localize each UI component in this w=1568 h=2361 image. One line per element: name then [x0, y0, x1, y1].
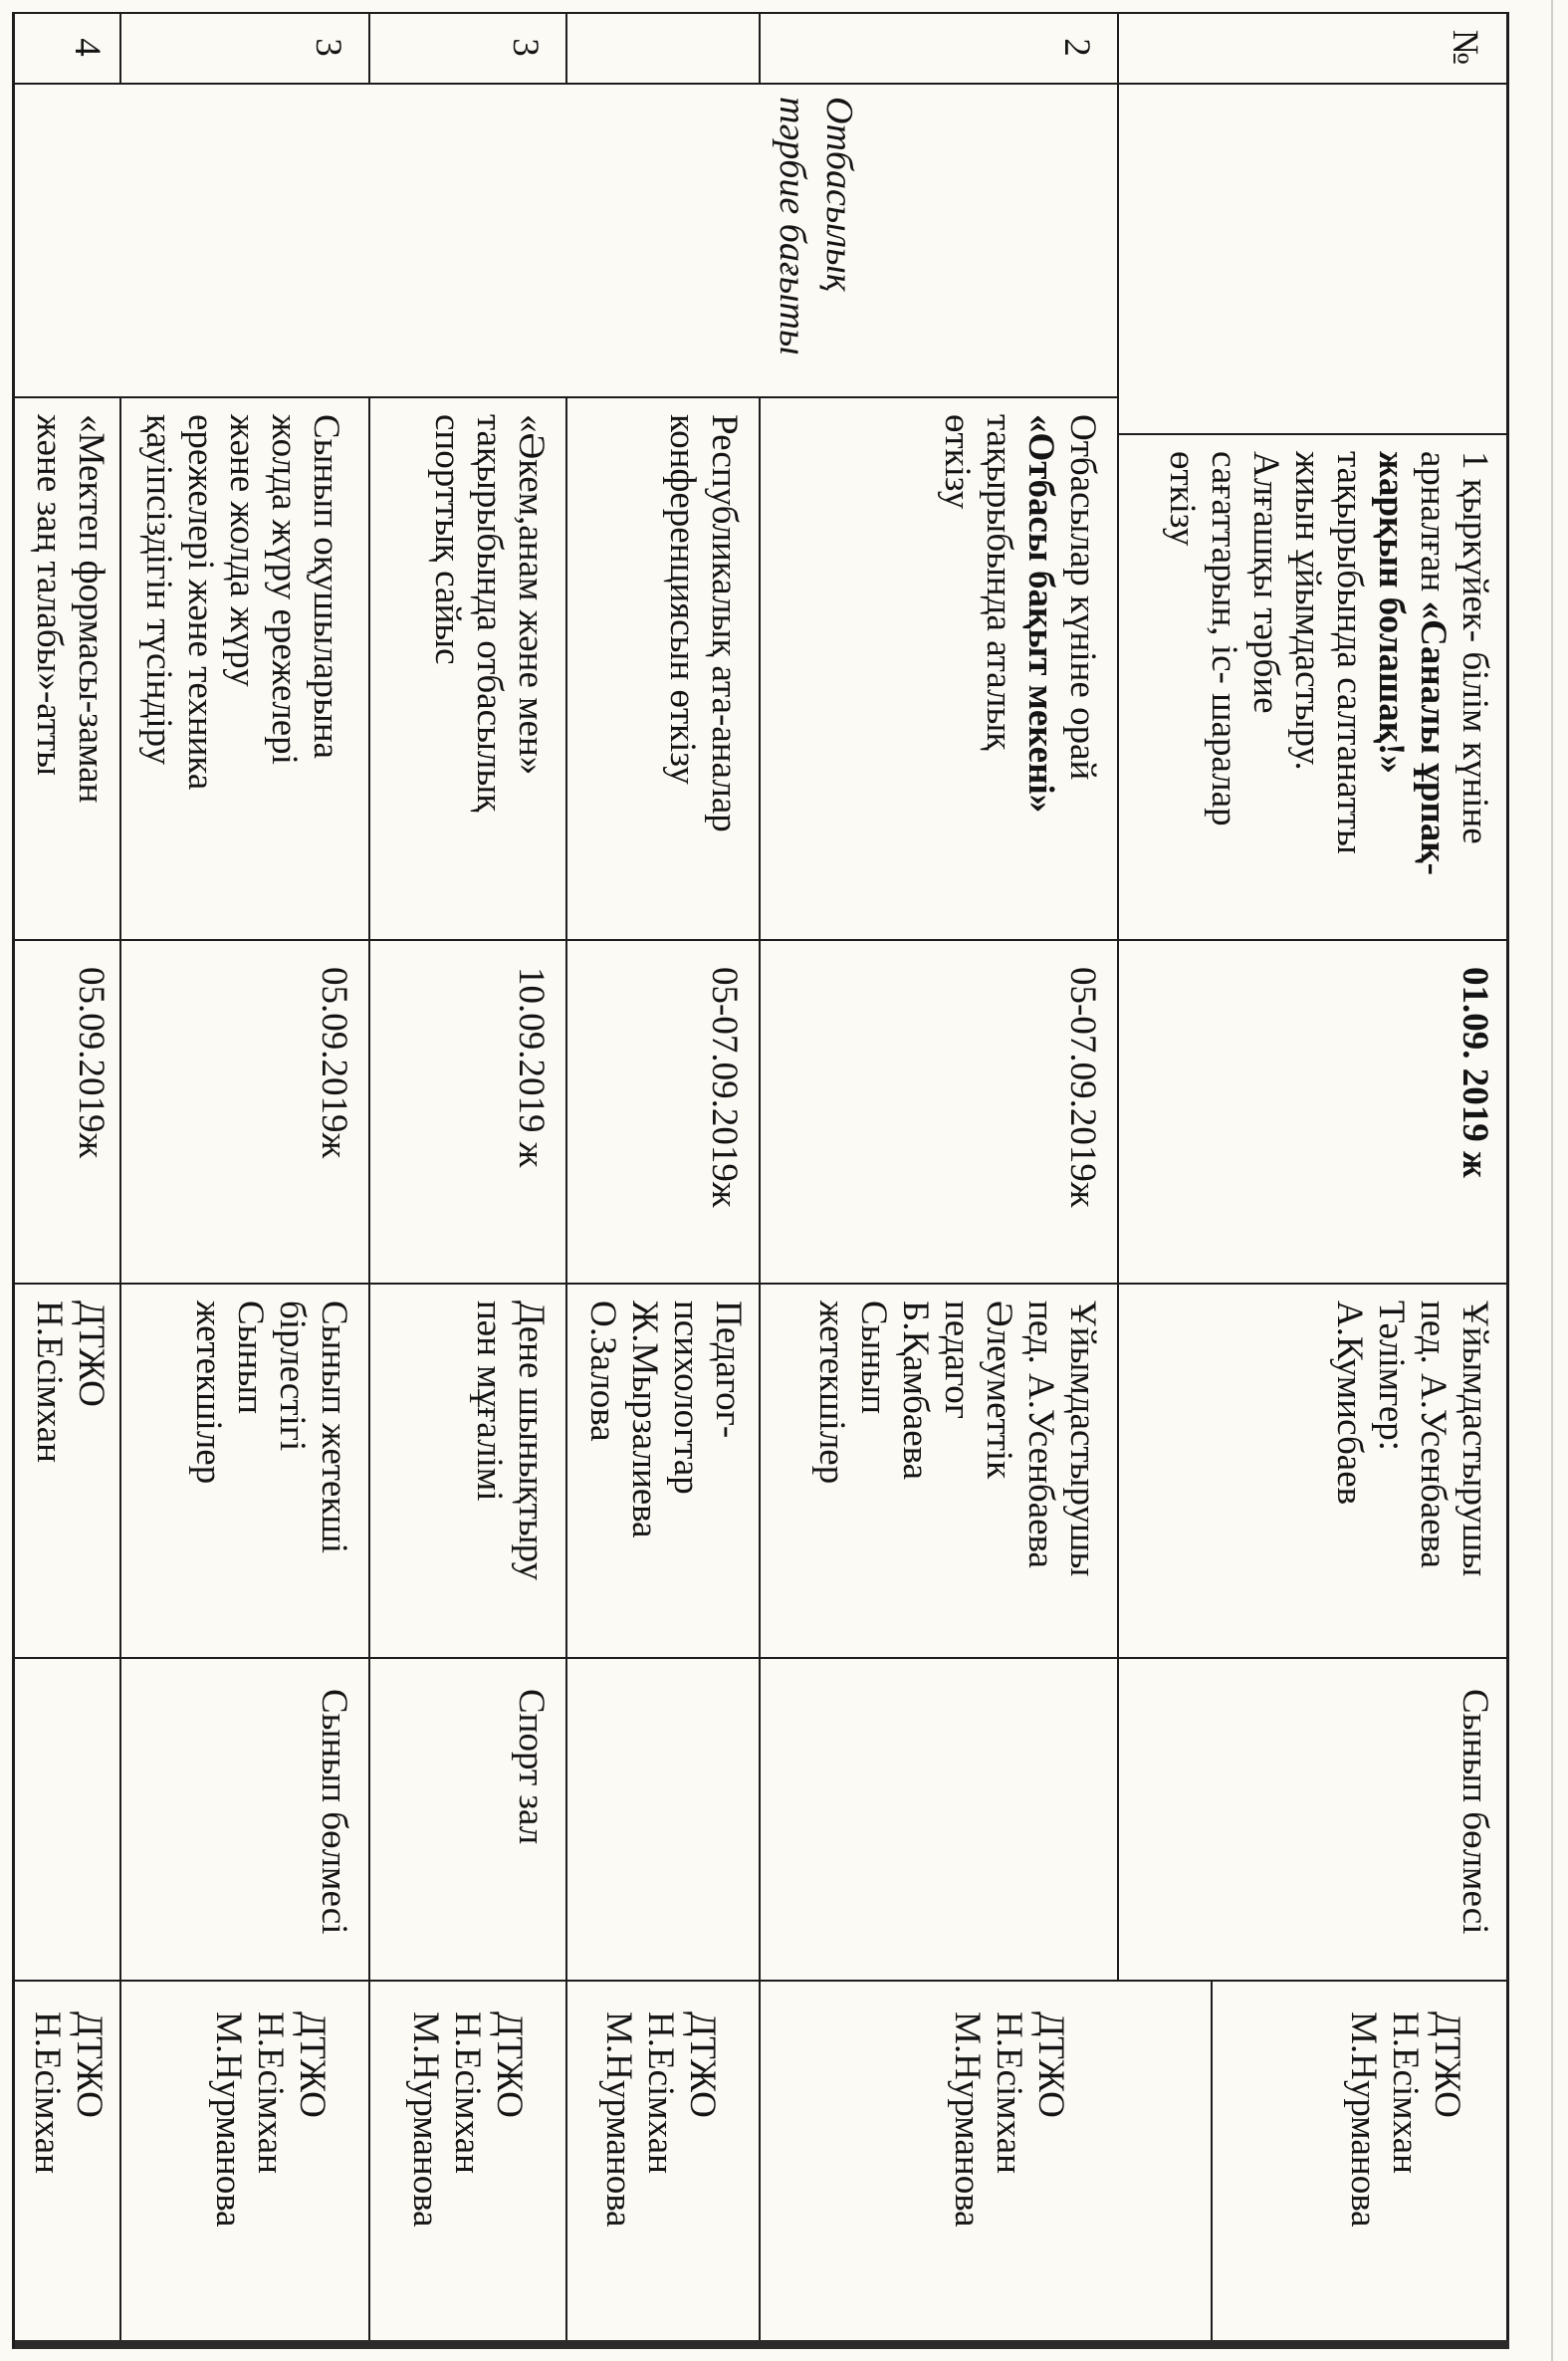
text-line: Спорт зал: [511, 1689, 552, 1845]
cell-r2-date: [759, 941, 1117, 1285]
text-line: Сынып: [853, 1300, 894, 1414]
text-line: өткізу: [937, 414, 978, 510]
text-line: жарқын болашақ!»: [1371, 451, 1412, 774]
text-line: жетекшілер: [188, 1300, 229, 1485]
table-border-top: [1506, 12, 1509, 2348]
text-line: ДТЖО: [292, 2011, 333, 2118]
cell-r4-location: [368, 1659, 565, 1982]
text-line: пед. А.Усенбаева: [1413, 1300, 1454, 1568]
cell-r6-date: [12, 941, 119, 1285]
text-line: Н.Есімхан: [989, 2011, 1029, 2174]
cell-r6-activity: [12, 398, 119, 941]
text-line: тақырыбында аталық: [979, 414, 1019, 751]
plan-table: [12, 12, 1509, 2348]
cell-r1-direction-empty: [1117, 85, 1509, 435]
text-line: Б.Қамбаева: [895, 1300, 936, 1481]
text-line: 05.09.2019ж: [314, 967, 354, 1159]
cell-r6-responsible: [12, 1285, 119, 1659]
cell-r5-location: [119, 1659, 368, 1982]
text-line: «Әкем,анам және мен»: [511, 414, 552, 776]
table-border-left: [12, 12, 1509, 14]
text-line: Педагог-: [708, 1300, 749, 1439]
cell-r6-final: [12, 1982, 119, 2348]
text-line: ДТЖО: [1030, 2011, 1071, 2118]
cell-r2-number: 2: [759, 12, 1117, 85]
text-line: ДТЖО: [69, 2011, 110, 2118]
text-line: тақырыбында салтанатты: [1329, 451, 1370, 854]
cell-r5-date: [119, 941, 368, 1285]
text-line: ДТЖО: [71, 1300, 112, 1407]
cell-r6-location: [12, 1659, 119, 1982]
cell-r3-activity: [565, 398, 759, 941]
text-line: жетекшілер: [811, 1300, 852, 1485]
text-line: ДТЖО: [1427, 2011, 1467, 2118]
text-line: ережелері және техника: [180, 414, 221, 791]
text-line: Сынып жетекші: [314, 1300, 354, 1554]
text-line: тәрбие бағыты: [772, 97, 813, 355]
paper-edge-line: [1551, 0, 1553, 2361]
text-line: 05.09.2019ж: [71, 967, 112, 1159]
text-line: Сынып: [230, 1300, 271, 1414]
text-line: «Мектеп формасы-заман: [71, 414, 112, 804]
text-line: өткізу: [1162, 451, 1203, 547]
table-border-bottom: [12, 12, 15, 2348]
cell-r6-number: 4: [12, 12, 119, 85]
text-line: және жолда жүру: [222, 414, 263, 687]
text-line: 01.09. 2019 ж: [1455, 967, 1495, 1178]
text-line: М.Нурманова: [598, 2011, 639, 2228]
cell-r1-number: №: [1117, 12, 1509, 85]
text-line: Ұйымдастырушы: [1455, 1300, 1495, 1577]
cell-r1-date: [1117, 941, 1509, 1285]
cell-r4-final: [368, 1982, 565, 2348]
text-line: арналған «Саналы ұрпақ-: [1413, 451, 1454, 875]
text-line: М.Нурманова: [947, 2011, 988, 2228]
cell-r2-location: [759, 1659, 1117, 1982]
cell-r5-activity: [119, 398, 368, 941]
cell-r1-activity: [1117, 435, 1509, 941]
text-line: педагог: [937, 1300, 978, 1419]
text-line: Сынып бөлмесі: [314, 1689, 354, 1935]
cell-r2-responsible: [759, 1285, 1117, 1659]
cell-r4-date: [368, 941, 565, 1285]
cell-r4-activity: [368, 398, 565, 941]
text-line: Отбасылар күніне орай: [1062, 414, 1103, 781]
text-line: 1 қыркүйек- білім күніне: [1455, 451, 1495, 844]
text-line: Н.Есімхан: [640, 2011, 681, 2174]
cell-r1-location: [1117, 1659, 1509, 1982]
text-line: Республикалық ата-аналар: [704, 414, 745, 832]
text-line: Тәлімгер:: [1371, 1300, 1412, 1452]
text-line: Н.Есімхан: [27, 2011, 68, 2174]
text-line: пед. А.Усенбаева: [1020, 1300, 1061, 1568]
cell-r5-number: 3: [119, 12, 368, 85]
text-line: М.Нурманова: [1343, 2011, 1384, 2228]
cell-r2-final: [759, 1982, 1211, 2348]
text-line: Отбасылық: [818, 97, 860, 292]
text-line: 05-07.09.2019ж: [704, 967, 745, 1208]
text-line: Н.Есімхан: [29, 1300, 70, 1463]
text-line: сағаттарын, іс- шаралар: [1204, 451, 1244, 826]
text-line: «Отбасы бақыт мекені»: [1020, 414, 1061, 814]
text-line: А.Кумисбаев: [1329, 1300, 1370, 1506]
cell-r1-final: [1211, 1982, 1509, 2348]
cell-r3-number: [565, 12, 759, 85]
table-border-right-thick: [12, 2340, 1509, 2349]
cell-r5-responsible: [119, 1285, 368, 1659]
text-line: Ж.Мырзалиева: [624, 1300, 665, 1538]
text-line: Әлеуметтік: [979, 1300, 1019, 1480]
text-line: Дене шынықтыру: [511, 1300, 552, 1581]
cell-r5-final: [119, 1982, 368, 2348]
cell-r4-responsible: [368, 1285, 565, 1659]
text-line: М.Нурманова: [405, 2011, 446, 2228]
text-line: жиын ұйымдастыру.: [1287, 451, 1328, 771]
text-line: жолда жүру ережелері: [264, 414, 305, 765]
text-line: бірлестігі: [272, 1300, 313, 1452]
text-line: Сынып оқушыларына: [306, 414, 346, 760]
text-line: ДТЖО: [489, 2011, 530, 2118]
text-line: Ұйымдастырушы: [1062, 1300, 1103, 1577]
text-line: О.Залова: [582, 1300, 623, 1442]
cell-r4-number: 3: [368, 12, 565, 85]
cell-direction-merged: [12, 85, 1117, 398]
cell-r3-location: [565, 1659, 759, 1982]
text-line: Н.Есімхан: [250, 2011, 291, 2174]
cell-r3-responsible: [565, 1285, 759, 1659]
text-line: Н.Есімхан: [1385, 2011, 1426, 2174]
text-line: қауіпсіздігін түсіндіру: [138, 414, 179, 766]
cell-r3-final: [565, 1982, 759, 2348]
text-line: Н.Есімхан: [447, 2011, 488, 2174]
text-line: 10.09.2019 ж: [511, 967, 552, 1168]
text-line: конференциясын өткізу: [662, 414, 703, 785]
text-line: 05-07.09.2019ж: [1062, 967, 1103, 1208]
text-line: спорттық сайыс: [427, 414, 468, 665]
text-line: ДТЖО: [682, 2011, 723, 2118]
text-line: және заң талабы»-атты: [29, 414, 70, 776]
cell-r3-date: [565, 941, 759, 1285]
text-line: психологтар: [666, 1300, 707, 1495]
text-line: Алғашқы тәрбие: [1245, 451, 1286, 714]
text-line: М.Нурманова: [208, 2011, 249, 2228]
text-line: Сынып бөлмесі: [1455, 1689, 1495, 1935]
cell-r1-responsible: [1117, 1285, 1509, 1659]
cell-r2-activity: [759, 398, 1117, 941]
text-line: тақырыбында отбасылық: [469, 414, 510, 813]
text-line: пән мұғалімі: [469, 1300, 510, 1502]
